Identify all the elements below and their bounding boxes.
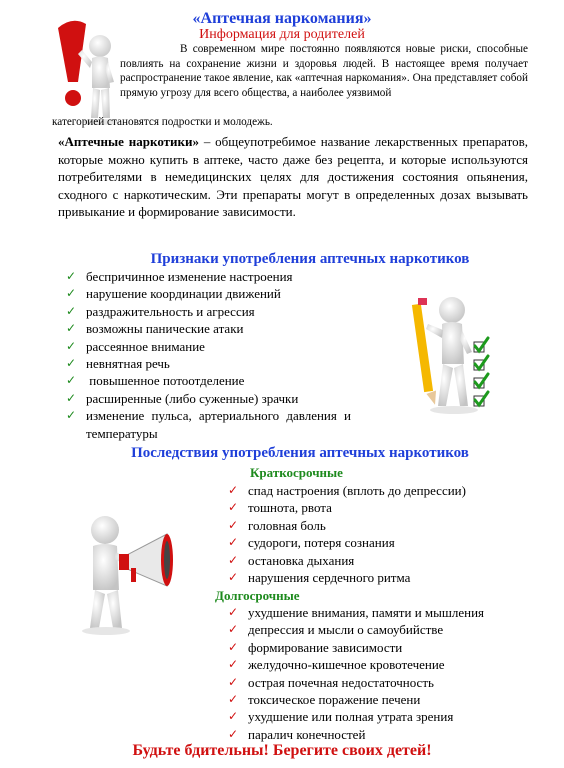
red-check-icon: ✓ bbox=[228, 709, 239, 724]
long-term-heading: Долгосрочные bbox=[215, 588, 300, 603]
list-item: ✓ ухудшение внимания, памяти и мышления bbox=[228, 605, 485, 620]
green-check-icon: ✓ bbox=[66, 269, 77, 283]
list-item: ✓ острая почечная недостаточность bbox=[228, 674, 434, 690]
red-check-icon: ✓ bbox=[228, 639, 239, 654]
green-check-icon: ✓ bbox=[66, 408, 77, 423]
pencil-checklist-figure-icon bbox=[400, 282, 510, 422]
green-check-icon: ✓ bbox=[66, 338, 77, 353]
list-item: ✓ спад настроения (вплоть до депрессии) bbox=[228, 483, 466, 498]
red-check-icon: ✓ bbox=[228, 726, 239, 741]
short-term-heading: Краткосрочные bbox=[250, 465, 343, 480]
list-item: ✓ нарушения сердечного ритма bbox=[228, 570, 411, 586]
consequences-heading: Последствия употребления аптечных наркотиков bbox=[131, 445, 469, 461]
list-item: ✓ рассеянное внимание bbox=[66, 338, 205, 354]
exclamation-figure-icon bbox=[48, 10, 130, 128]
list-item: ✓ ухудшение или полная утрата зрения bbox=[228, 709, 454, 725]
list-item: ✓ формирование зависимости bbox=[228, 639, 403, 655]
definition-text: – общеупотребимое название лекарственных препаратов, которые можно купить в аптеке, часто даже без рецепта, и которые используются потребителями в немедицинских целях для достижения состояния опьянения, сходного с наркотическим. Эти препараты могут в определенных дозах вызывать привыкание и формирование зависимости. bbox=[58, 134, 528, 219]
definition-term: «Аптечные наркотики» bbox=[58, 134, 200, 149]
list-item: ✓ расширенные (либо суженные) зрачки bbox=[66, 390, 299, 406]
list-item: ✓ беспричинное изменение настроения bbox=[66, 269, 293, 284]
red-check-icon: ✓ bbox=[228, 535, 239, 550]
intro-paragraph-tail: категорией становятся подростки и молодежь. bbox=[52, 116, 273, 128]
red-check-icon: ✓ bbox=[228, 483, 239, 497]
list-item: ✓ возможны панические атаки bbox=[66, 321, 244, 337]
megaphone-figure-icon bbox=[75, 500, 185, 640]
list-item: ✓ депрессия и мысли о самоубийстве bbox=[228, 622, 444, 638]
list-item: ✓ изменение пульса, артериального давления и температуры bbox=[66, 408, 351, 441]
page-subtitle: Информация для родителей bbox=[199, 27, 365, 42]
green-check-icon: ✓ bbox=[66, 303, 77, 318]
definition-paragraph bbox=[58, 133, 528, 221]
list-item: ✓ головная боль bbox=[228, 517, 326, 533]
red-check-icon: ✓ bbox=[228, 500, 239, 515]
red-check-icon: ✓ bbox=[228, 552, 239, 567]
green-check-icon: ✓ bbox=[66, 286, 77, 301]
list-item: ✓ паралич конечностей bbox=[228, 726, 366, 742]
red-check-icon: ✓ bbox=[228, 517, 239, 532]
closing-slogan: Будьте бдительны! Берегите своих детей! bbox=[132, 742, 432, 759]
page-title: «Аптечная наркомания» bbox=[192, 10, 372, 27]
list-item: ✓ нарушение координации движений bbox=[66, 286, 281, 302]
red-check-icon: ✓ bbox=[228, 692, 239, 707]
list-item: ✓ раздражительность и агрессия bbox=[66, 303, 255, 319]
intro-paragraph: В современном мире постоянно появляются новые риски, способные повлиять на сохранение жизни и здоровья людей. В настоящее время получает распространение такое явление, как «аптечная наркомания». Она представляет собой прямую угрозу для всего общества, а наиболее уязвимой bbox=[120, 43, 528, 99]
green-check-icon: ✓ bbox=[66, 390, 77, 405]
list-item: ✓ невнятная речь bbox=[66, 356, 170, 372]
green-check-icon: ✓ bbox=[66, 356, 77, 371]
signs-list bbox=[66, 268, 351, 442]
red-check-icon: ✓ bbox=[228, 570, 239, 585]
list-item: ✓ остановка дыхания bbox=[228, 552, 355, 568]
list-item: ✓ тошнота, рвота bbox=[228, 500, 332, 516]
red-check-icon: ✓ bbox=[228, 674, 239, 689]
list-item: ✓ судороги, потеря сознания bbox=[228, 535, 395, 551]
green-check-icon: ✓ bbox=[66, 373, 77, 388]
red-check-icon: ✓ bbox=[228, 605, 239, 619]
list-item: ✓ токсическое поражение печени bbox=[228, 692, 421, 708]
signs-heading: Признаки употребления аптечных наркотиков bbox=[150, 251, 470, 267]
list-item: ✓ желудочно-кишечное кровотечение bbox=[228, 657, 445, 673]
list-item: ✓ повышенное потоотделение bbox=[66, 373, 245, 389]
green-check-icon: ✓ bbox=[66, 321, 77, 336]
red-check-icon: ✓ bbox=[228, 657, 239, 672]
short-term-list bbox=[228, 482, 548, 586]
red-check-icon: ✓ bbox=[228, 622, 239, 637]
long-term-list bbox=[228, 604, 548, 743]
